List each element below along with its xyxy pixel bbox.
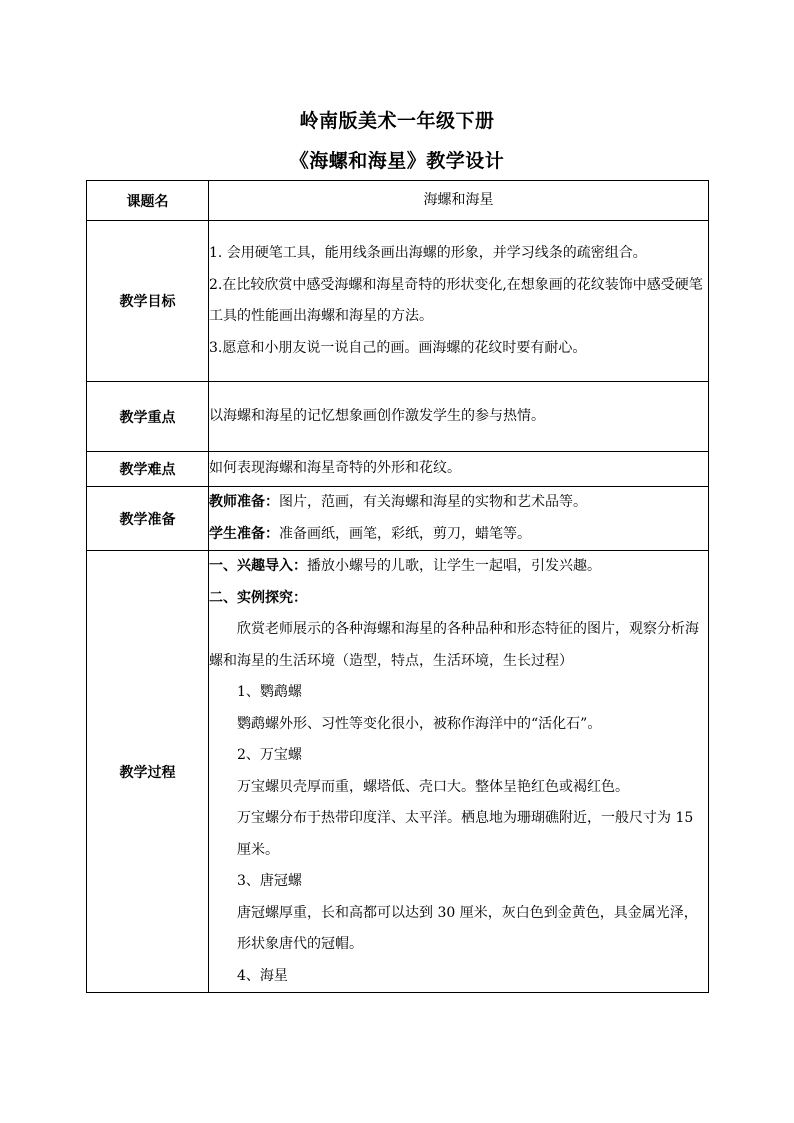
preparation-cell	[209, 487, 709, 551]
student-prep-line	[209, 519, 708, 551]
topic-label: 课题名	[87, 181, 209, 221]
table-row-topic	[87, 181, 709, 221]
goal-item: 1. 会用硬笔工具，能用线条画出海螺的形象，并学习线条的疏密组合。	[209, 245, 647, 261]
teacher-prep-label: 教师准备：	[209, 494, 279, 510]
process-step-2-heading: 二、实例探究：	[209, 589, 307, 606]
item-2-text-b: 万宝螺分布于热带印度洋、太平洋。栖息地为珊瑚礁附近，一般尺寸为 15 厘米。	[237, 810, 694, 858]
item-4-title: 4、海星	[237, 967, 288, 984]
table-row-goals	[87, 221, 709, 382]
goals-label: 教学目标	[87, 221, 209, 382]
difficulty-label: 教学难点	[87, 452, 209, 487]
document-subtitle: 《海螺和海星》教学设计	[289, 150, 505, 172]
lesson-plan-table	[86, 180, 709, 993]
process-step-2-intro: 欣赏老师展示的各种海螺和海星的各种品种和形态特征的图片，观察分析海螺和海星的生活环境（造型，特点，生活环境，生长过程）	[209, 621, 699, 669]
item-3-title: 3、唐冠螺	[237, 873, 302, 889]
document-title: 岭南版美术一年级下册	[299, 110, 495, 132]
topic-value: 海螺和海星	[209, 181, 709, 221]
difficulty-value: 如何表现海螺和海星奇特的外形和花纹。	[209, 452, 709, 487]
goals-cell	[209, 221, 709, 382]
process-step-1	[209, 551, 708, 583]
item-2-text-a: 万宝螺贝壳厚而重，螺塔低、壳口大。整体呈艳红色或褐红色。	[237, 778, 629, 795]
preparation-label: 教学准备	[87, 487, 209, 551]
student-prep-value: 准备画纸，画笔，彩纸，剪刀，蜡笔等。	[279, 525, 531, 542]
item-2-title: 2、万宝螺	[237, 747, 302, 763]
table-row-key-point	[87, 382, 709, 452]
table-row-difficulty	[87, 452, 709, 487]
process-step-1-text: 播放小螺号的儿歌，让学生一起唱，引发兴趣。	[307, 558, 601, 574]
item-1-title: 1、鹦鹉螺	[237, 684, 302, 700]
table-row-process	[87, 551, 709, 993]
process-cell	[209, 551, 709, 993]
key-point-label: 教学重点	[87, 382, 209, 452]
student-prep-label: 学生准备：	[209, 525, 279, 542]
teacher-prep-value: 图片，范画，有关海螺和海星的实物和艺术品等。	[279, 494, 587, 510]
teacher-prep-line	[209, 487, 708, 519]
item-3-text: 唐冠螺厚重，长和高都可以达到 30 厘米，灰白色到金黄色，具金属光泽，形状象唐代的冠帽。	[237, 904, 698, 952]
key-point-value: 以海螺和海星的记忆想象画创作激发学生的参与热情。	[209, 382, 709, 452]
goal-item: 2.在比较欣赏中感受海螺和海星奇特的形状变化,在想象画的花纹装饰中感受硬笔工具的性能画出海螺和海星的方法。	[209, 276, 703, 324]
process-step-1-heading: 一、兴趣导入：	[209, 558, 307, 574]
item-1-text: 鹦鹉螺外形、习性等变化很小，被称作海洋中的“活化石”。	[237, 715, 602, 732]
process-label: 教学过程	[87, 551, 209, 993]
goal-item: 3.愿意和小朋友说一说自己的画。画海螺的花纹时要有耐心。	[209, 339, 587, 356]
table-row-preparation	[87, 487, 709, 551]
